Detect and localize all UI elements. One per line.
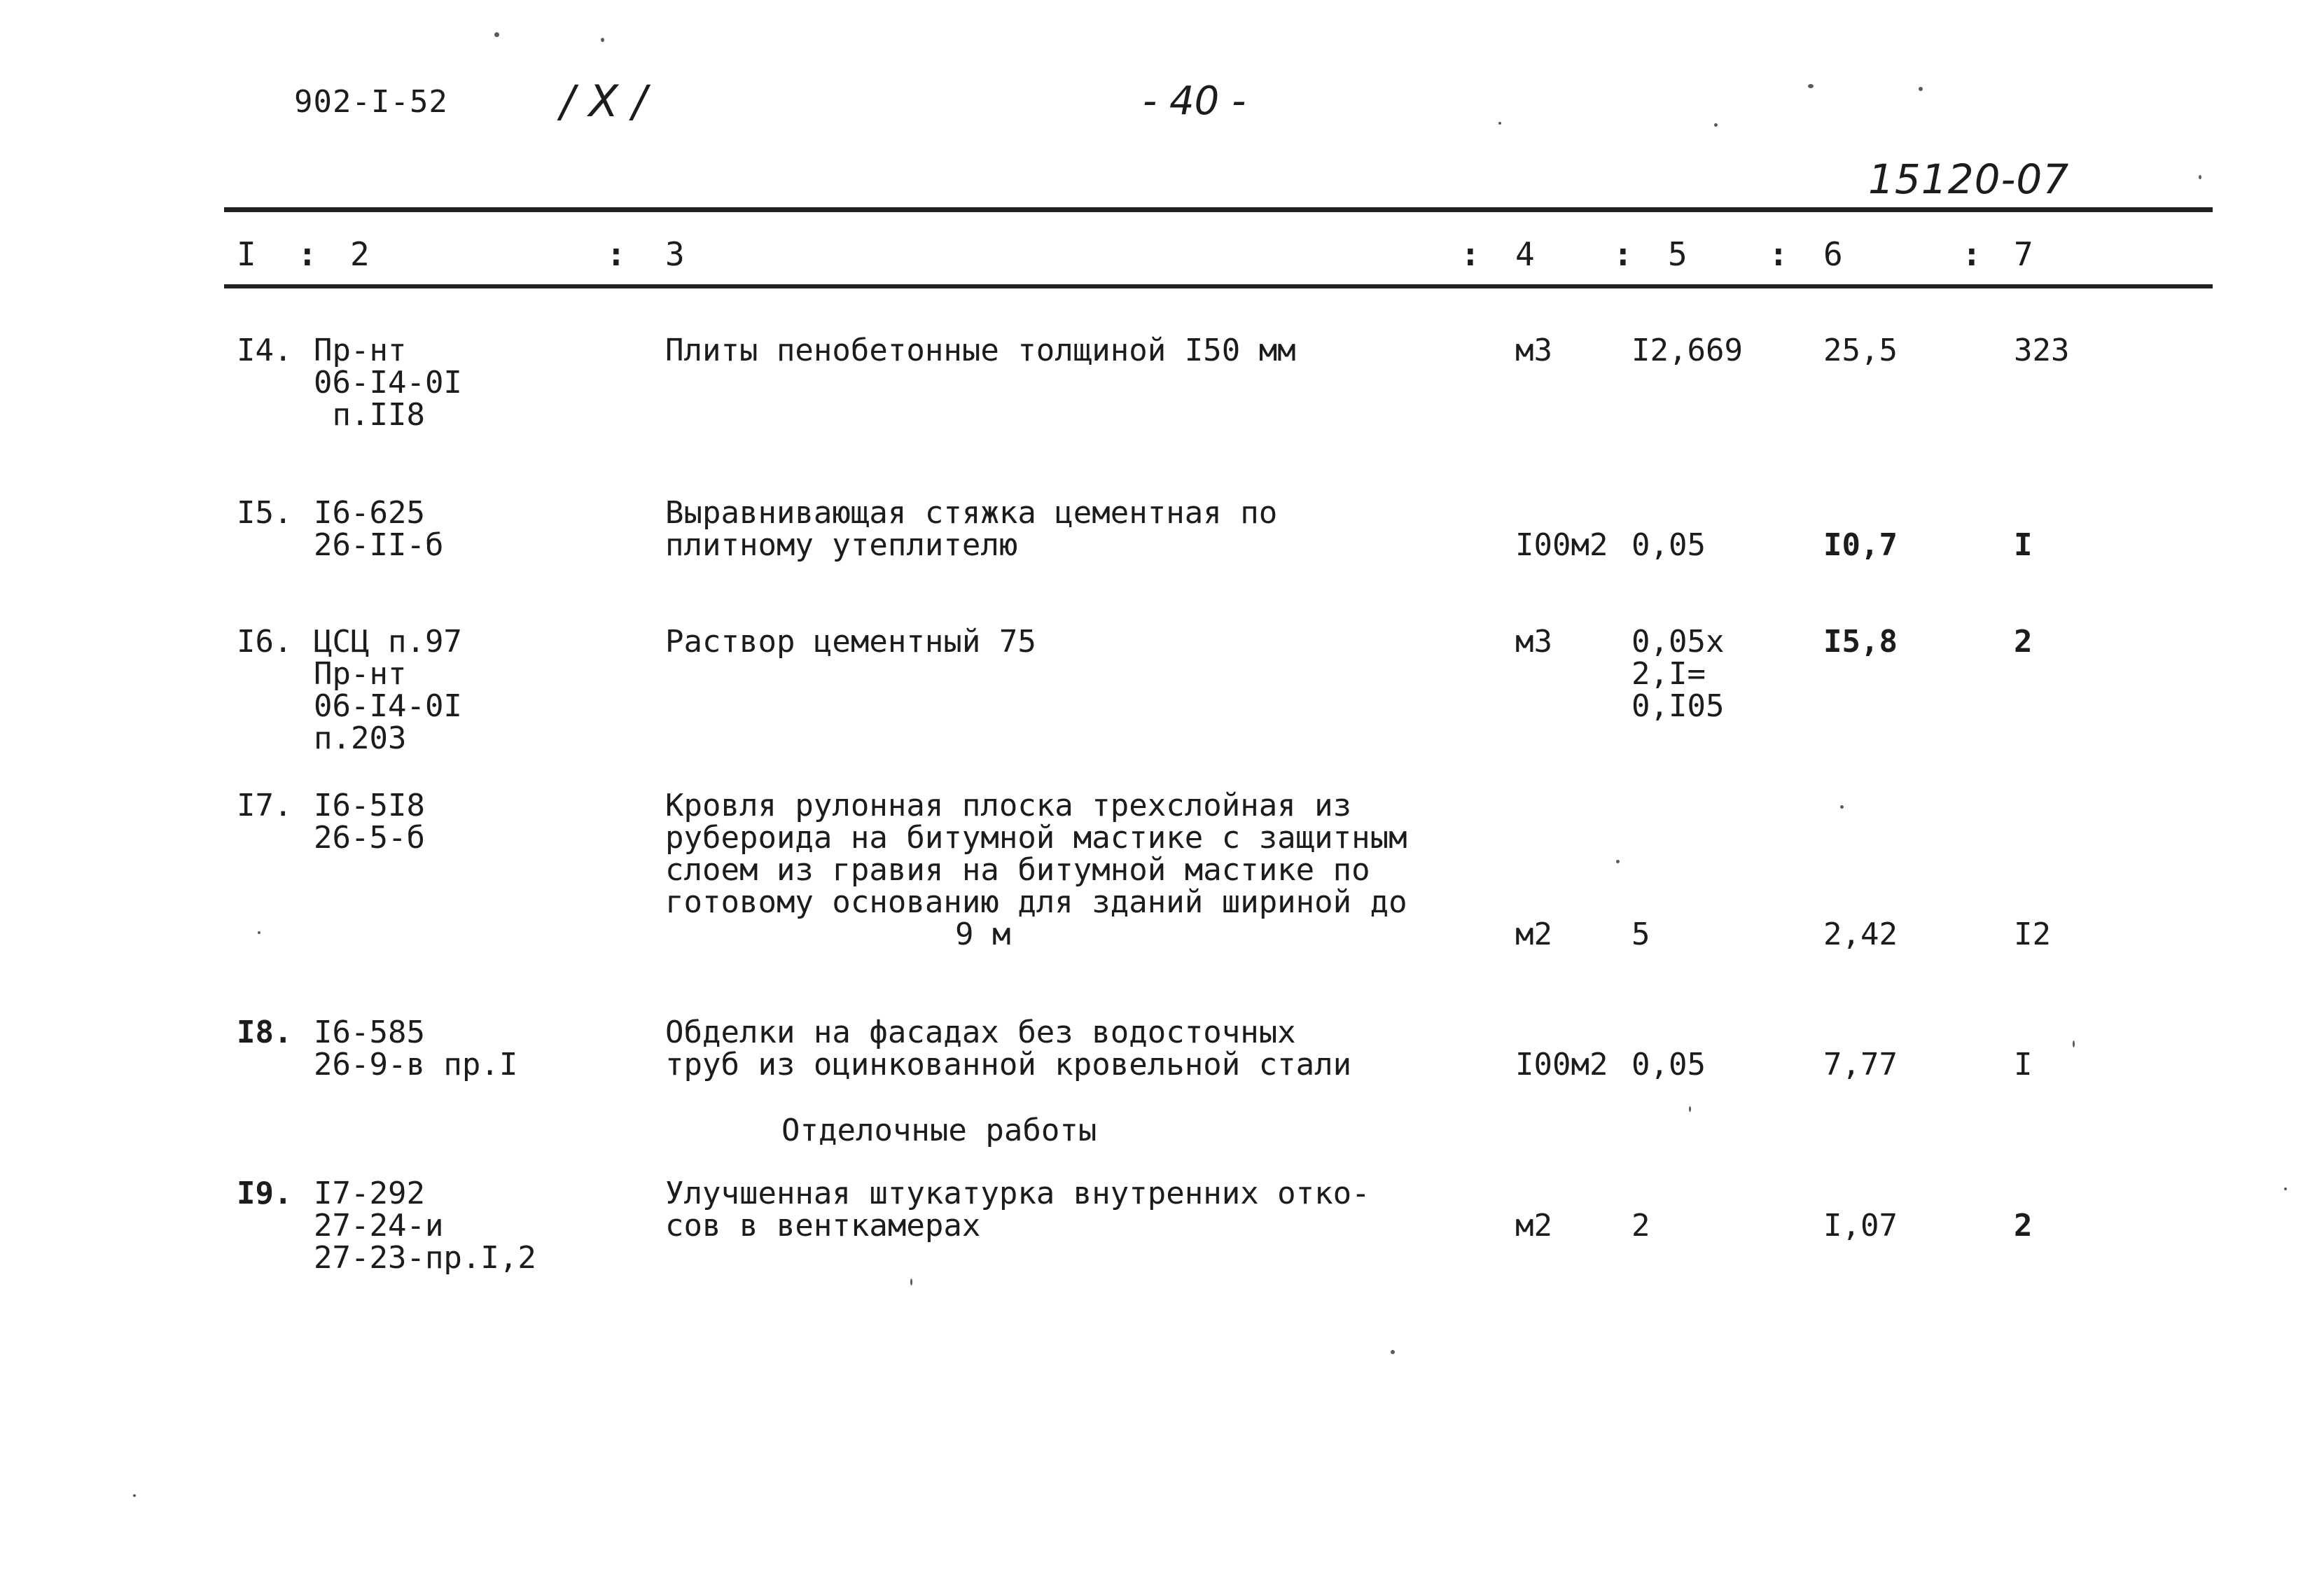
row-number: I4. — [237, 333, 293, 368]
row-unit-price: 2,42 — [1823, 917, 1898, 952]
scan-speck — [2199, 175, 2201, 179]
row-code-line: 06-I4-0I — [314, 688, 462, 724]
row-code-line: I6-625 — [314, 495, 425, 531]
row-code-line: 06-I4-0I — [314, 365, 462, 401]
row-quantity-line: 0,05х — [1631, 624, 1725, 660]
scan-speck — [494, 32, 499, 37]
row-total: 323 — [2014, 333, 2070, 368]
column-separator: : — [606, 235, 626, 273]
row-code-line: I6-585 — [314, 1015, 425, 1050]
column-separator: : — [1962, 235, 1982, 273]
scan-speck — [1840, 805, 1844, 809]
row-unit: м2 — [1515, 917, 1552, 952]
row-description-line: Кровля рулонная плоска трехслойная из — [665, 788, 1352, 823]
row-code-line: 26-5-б — [314, 820, 425, 856]
column-header-6: 6 — [1823, 235, 1843, 273]
row-code-line: Пр-нт — [314, 656, 407, 692]
scan-speck — [1616, 860, 1620, 863]
row-code-line: 26-9-в пр.I — [314, 1047, 518, 1082]
scan-speck — [2284, 1188, 2287, 1190]
page-number: - 40 - — [1143, 78, 1246, 124]
row-description-line: рубероида на битумной мастике с защитным — [665, 820, 1407, 856]
row-unit-price: I,07 — [1823, 1208, 1898, 1244]
column-separator: : — [1613, 235, 1633, 273]
row-unit: I00м2 — [1515, 527, 1608, 563]
row-number: I8. — [237, 1015, 293, 1050]
row-number: I5. — [237, 495, 293, 531]
scan-speck — [601, 38, 604, 42]
row-unit: м2 — [1515, 1208, 1552, 1244]
row-code-line: п.II8 — [314, 397, 425, 433]
row-description-line: Раствор цементный 75 — [665, 624, 1036, 660]
scan-speck — [1391, 1350, 1395, 1354]
row-description-line: плитному утеплителю — [665, 527, 1018, 563]
column-header-2: 2 — [350, 235, 370, 273]
row-quantity: 0,05 — [1631, 1047, 1706, 1082]
row-code-line: 27-24-и — [314, 1208, 444, 1244]
row-number: I7. — [237, 788, 293, 823]
scan-speck — [1689, 1106, 1691, 1112]
row-quantity: I2,669 — [1631, 333, 1743, 368]
row-unit: м3 — [1515, 624, 1552, 660]
scan-speck — [1714, 123, 1718, 127]
row-quantity: 2 — [1631, 1208, 1650, 1244]
scan-speck — [910, 1279, 912, 1286]
row-unit-price: I5,8 — [1823, 624, 1898, 660]
row-quantity-line: 2,I= — [1631, 656, 1706, 692]
row-total: I2 — [2014, 917, 2051, 952]
row-description-line: готовому основанию для зданий шириной до — [665, 884, 1407, 920]
section-heading: Отделочные работы — [781, 1113, 1097, 1148]
document-number: 15120-07 — [1868, 155, 2070, 203]
column-header-4: 4 — [1515, 235, 1535, 273]
row-description-line: труб из оцинкованной кровельной стали — [665, 1047, 1352, 1082]
row-unit-price: 7,77 — [1823, 1047, 1898, 1082]
column-header-7: 7 — [2014, 235, 2033, 273]
row-code-line: ЦСЦ п.97 — [314, 624, 462, 660]
row-quantity: 5 — [1631, 917, 1650, 952]
row-unit-price: 25,5 — [1823, 333, 1898, 368]
row-quantity-line: 0,I05 — [1631, 688, 1725, 724]
row-number: I6. — [237, 624, 293, 660]
row-code-line: Пр-нт — [314, 333, 407, 368]
scan-speck — [1808, 84, 1814, 88]
row-description-line: 9 м — [955, 917, 1011, 952]
scan-speck — [1498, 122, 1501, 125]
row-unit: I00м2 — [1515, 1047, 1608, 1082]
row-number: I9. — [237, 1176, 293, 1211]
row-code-line: 27-23-пр.I,2 — [314, 1240, 536, 1276]
row-code-line: I7-292 — [314, 1176, 425, 1211]
row-description-line: Выравнивающая стяжка цементная по — [665, 495, 1278, 531]
row-code-line: п.203 — [314, 720, 407, 756]
scan-speck — [258, 931, 260, 934]
scan-speck — [133, 1494, 136, 1497]
row-code-line: I6-5I8 — [314, 788, 425, 823]
column-separator: : — [1769, 235, 1788, 273]
row-total: I — [2014, 1047, 2033, 1082]
table-header-rule — [224, 284, 2213, 288]
row-description-line: Обделки на фасадах без водосточных — [665, 1015, 1296, 1050]
column-header-1: I — [237, 235, 256, 273]
table-top-rule — [224, 207, 2213, 212]
column-separator: : — [298, 235, 317, 273]
document-code: 902-I-52 — [294, 84, 448, 120]
row-unit-price: I0,7 — [1823, 527, 1898, 563]
column-header-5: 5 — [1668, 235, 1688, 273]
row-total: 2 — [2014, 624, 2033, 660]
row-description-line: Улучшенная штукатурка внутренних отко- — [665, 1176, 1370, 1211]
row-quantity: 0,05 — [1631, 527, 1706, 563]
column-header-3: 3 — [665, 235, 685, 273]
handwritten-mark: / X / — [560, 76, 647, 127]
row-total: 2 — [2014, 1208, 2033, 1244]
row-code-line: 26-II-б — [314, 527, 444, 563]
scan-speck — [1919, 87, 1923, 91]
row-total: I — [2014, 527, 2033, 563]
row-description-line: Плиты пенобетонные толщиной I50 мм — [665, 333, 1296, 368]
row-unit: м3 — [1515, 333, 1552, 368]
column-separator: : — [1461, 235, 1480, 273]
row-description-line: сов в венткамерах — [665, 1208, 981, 1244]
row-description-line: слоем из гравия на битумной мастике по — [665, 852, 1370, 888]
scan-speck — [2073, 1040, 2075, 1047]
